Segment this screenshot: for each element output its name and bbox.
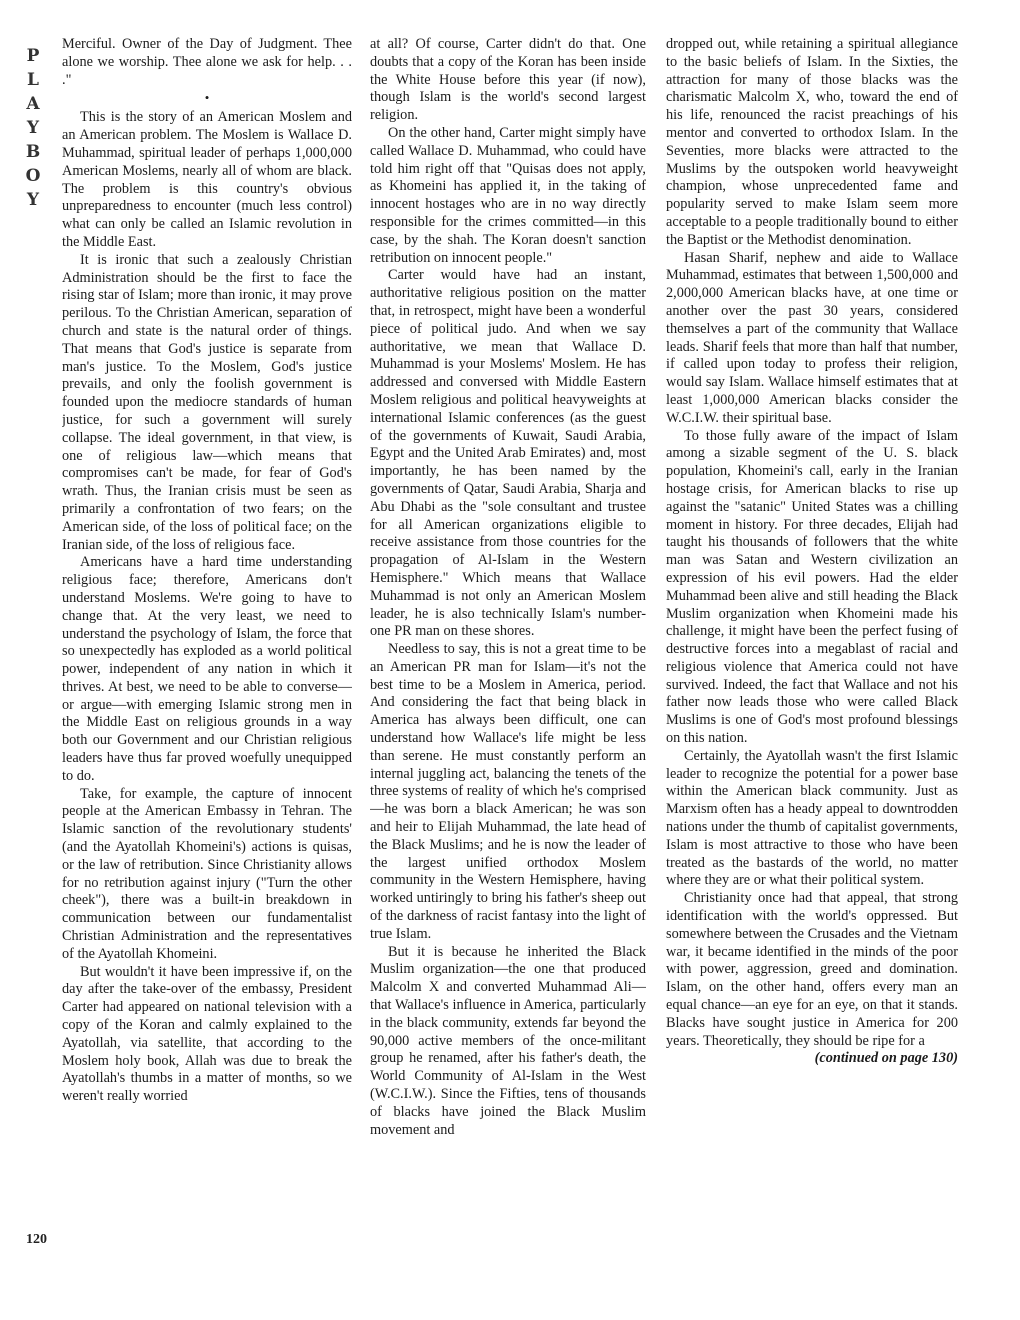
article-column-1: [62, 36, 352, 1284]
paragraph: Christianity once had that appeal, that strong identification with the world's oppressed. But somewhere between the Crusades and the Vietnam war, it became identified in the minds of the poor with power, aggression, greed and domination. Islam, on the other hand, offers every man an equal chance—an eye for an eye, on that it stands. Blacks have sought justice in America for 200 years. Theoretically, they should be ripe for a: [666, 890, 958, 1049]
page-number: 120: [26, 1232, 47, 1247]
paragraph: But wouldn't it have been impressive if, on the day after the take-over of the embassy, President Carter had appeared on national television with a copy of the Koran and calmly explained to the Ayatollah, via satellite, that according to the Moslem holy book, Allah was due to break the Ayatollah's thumbs in a matter of months, so we weren't really worried: [62, 963, 352, 1105]
article-column-2: [370, 36, 646, 1284]
column-3-lead: dropped out, while retaining a spiritual allegiance to the basic beliefs of Islam. In the Sixties, the attraction for many of those blacks was the charismatic Malcolm X, who, toward the end of his life, renounced the racist preachings of his mentor and converted to orthodox Islam. In the Seventies, more blacks were attracted to the Muslims by the outspoken world heavyweight champion, whose unprecedented fame and popularity served to make Islam seem more acceptable to a people traditionally bound to either the Baptist or the Methodist denomination.: [666, 36, 958, 248]
paragraph: This is the story of an American Moslem and an American problem. The Moslem is Wallace D. Muhammad, spiritual leader of perhaps 1,000,000 American Moslems, nearly all of whom are black. The problem is this country's obvious unpreparedness to encounter (much less control) what can only be called an Islamic revolution in the Middle East.: [62, 109, 352, 250]
masthead-letter: O: [25, 166, 41, 186]
article-column-3: [666, 36, 958, 1284]
continued-note: (continued on page 130): [814, 1050, 958, 1067]
paragraph: Take, for example, the capture of innocent people at the American Embassy in Tehran. The Islamic sanction of the revolutionary students' (and the Ayatollah Khomeini's) actions is quisas, or the law of retribution. Since Christianity allows for no retribution against injury ("Turn the other cheek"), there was a built-in breakdown in communication between our fundamentalist Christian Administration and the representatives of the Ayatollah Khomeini.: [62, 785, 352, 962]
masthead-letter: B: [25, 142, 41, 162]
paragraph: Certainly, the Ayatollah wasn't the first Islamic leader to recognize the potential for a power base within the American black community. Just as Marxism often has a heady appeal to downtrodden nations under the thumb of capitalist governments, Islam is most attractive to those who have been treated as the bastards of the world, no matter where they are or what their political system.: [666, 747, 958, 889]
paragraph: But it is because he inherited the Black Muslim organization—the one that produced Malcolm X and converted Muhammad Ali—that Wallace's influence in America, particularly in the black community, extends far beyond the 90,000 active members of the once-militant group he renamed, after his father's death, the World Community of Al-Islam in the West (W.C.I.W.). Since the Fifties, tens of thousands of blacks have joined the Black Muslim movement and: [370, 943, 646, 1138]
paragraph: Needless to say, this is not a great time to be an American PR man for Islam—it's not the best time to be a Moslem in America, period. And considering the fact that being black in America has always been difficult, one can understand how Wallace's life might be less than serene. He must constantly perform an internal juggling act, balancing the tenets of the three systems of reality of which he's comprised—he was born a black American; he was son and heir to Elijah Muhammad, the late head of the Black Muslims; and he is now the leader of the largest unified orthodox Moslem community in the Western Hemisphere, having worked untiringly to bring his father's sheep out of the darkness of racist fantasy into the light of true Islam.: [370, 641, 646, 942]
column-2-lead: at all? Of course, Carter didn't do that. One doubts that a copy of the Koran has been inside the White House before this year (if now), though Islam is the world's second largest religion.: [370, 36, 646, 124]
paragraph: It is ironic that such a zealously Christian Administration should be the first to face the rising star of Islam; more than ironic, it may prove perilous. To the Christian American, separation of church and state is the natural order of things. That means that God's justice is separate from man's justice. To the Moslem, God's justice prevails, and only the foolish government is founded upon the mediocre standards of human justice, for such a government will surely collapse. The ideal government, in that view, is one of religious law—which means that compromises can't be made, for fear of God's wrath. Thus, the Iranian crisis must be seen as primarily a confrontation of two fears; on the American side, of the loss of political face; on the Iranian side, of the loss of religious face.: [62, 251, 352, 553]
paragraph: On the other hand, Carter might simply have called Wallace D. Muhammad, who could have told him right off that "Quisas does not apply, as Khomeini has applied it, in the taking of innocent hostages who are in no way directly responsible for the crimes committed—in this case, by the shah. The Koran doesn't sanction retribution on innocent people.": [370, 124, 646, 266]
paragraph: Americans have a hard time understanding religious face; therefore, Americans don't understand Moslems. We're going to have to change that. At the very least, we need to understand the psychology of Islam, the force that so unexpectedly has exploded as a world political power, independent of any nation in which it thrives. At best, we need to be able to converse—or argue—with emerging Islamic strong men in the Middle East on religious grounds in a way both our Government and our Christian religious leaders have thus far proved woefully unequipped to do.: [62, 554, 352, 784]
masthead-letter: Y: [26, 190, 40, 210]
paragraph: To those fully aware of the impact of Islam among a sizable segment of the U. S. black population, Khomeini's call, early in the Iranian hostage crisis, for American blacks to rise up against the "satanic" United States was a chilling moment in history. For three decades, Elijah had taught his thousands of followers that the white man was Satan and Western civilization an expression of his evil powers. Had the elder Muhammad been alive and still heading the Black Muslim organization when Khomeini made his challenge, it might have been the perfect fusing of destructive forces into a megablast of racial and religious violence that America could not have survived. Indeed, the fact that Wallace and not his father now leads those who were called Black Muslims is one of God's most profound blessings on this nation.: [666, 427, 958, 747]
masthead-letter: Y: [26, 118, 40, 138]
section-divider: •: [204, 90, 210, 106]
column-1-lead: Merciful. Owner of the Day of Judgment. Thee alone we worship. Thee alone we ask for help. . . .": [62, 36, 352, 88]
masthead-letter: L: [27, 70, 39, 90]
masthead-letter: A: [26, 94, 40, 114]
masthead-letter: P: [26, 46, 40, 66]
masthead: [18, 44, 48, 212]
paragraph: Hasan Sharif, nephew and aide to Wallace Muhammad, estimates that between 1,500,000 and 2,000,000 American blacks have, at one time or another over the past 30 years, considered themselves a part of the community that Wallace leads. Sharif feels that more than half that number, if called upon today to profess their religion, would say Islam. Wallace himself estimates that at least 1,000,000 American blacks consider the W.C.I.W. their spiritual base.: [666, 249, 958, 426]
paragraph: Carter would have had an instant, authoritative religious position on the matter that, in retrospect, might have been a wonderful piece of political judo. And when we say authoritative, we mean that Wallace D. Muhammad is your Moslems' Moslem. He has addressed and conversed with Middle Eastern Moslem religious and political heavyweights at international Islamic conferences (as the guest of the governments of Kuwait, Saudi Arabia, Egypt and the United Arab Emirates) and, most importantly, he has been named by the governments of Qatar, Saudi Arabia, Sharja and Abu Dhabi as the "sole consultant and trustee for all American organizations eligible to receive assistance from those countries for the propagation of Al-Islam in the Western Hemisphere." Which means that Wallace Muhammad is not only an American Moslem leader, he is also technically Islam's number-one PR man on these shores.: [370, 267, 646, 640]
